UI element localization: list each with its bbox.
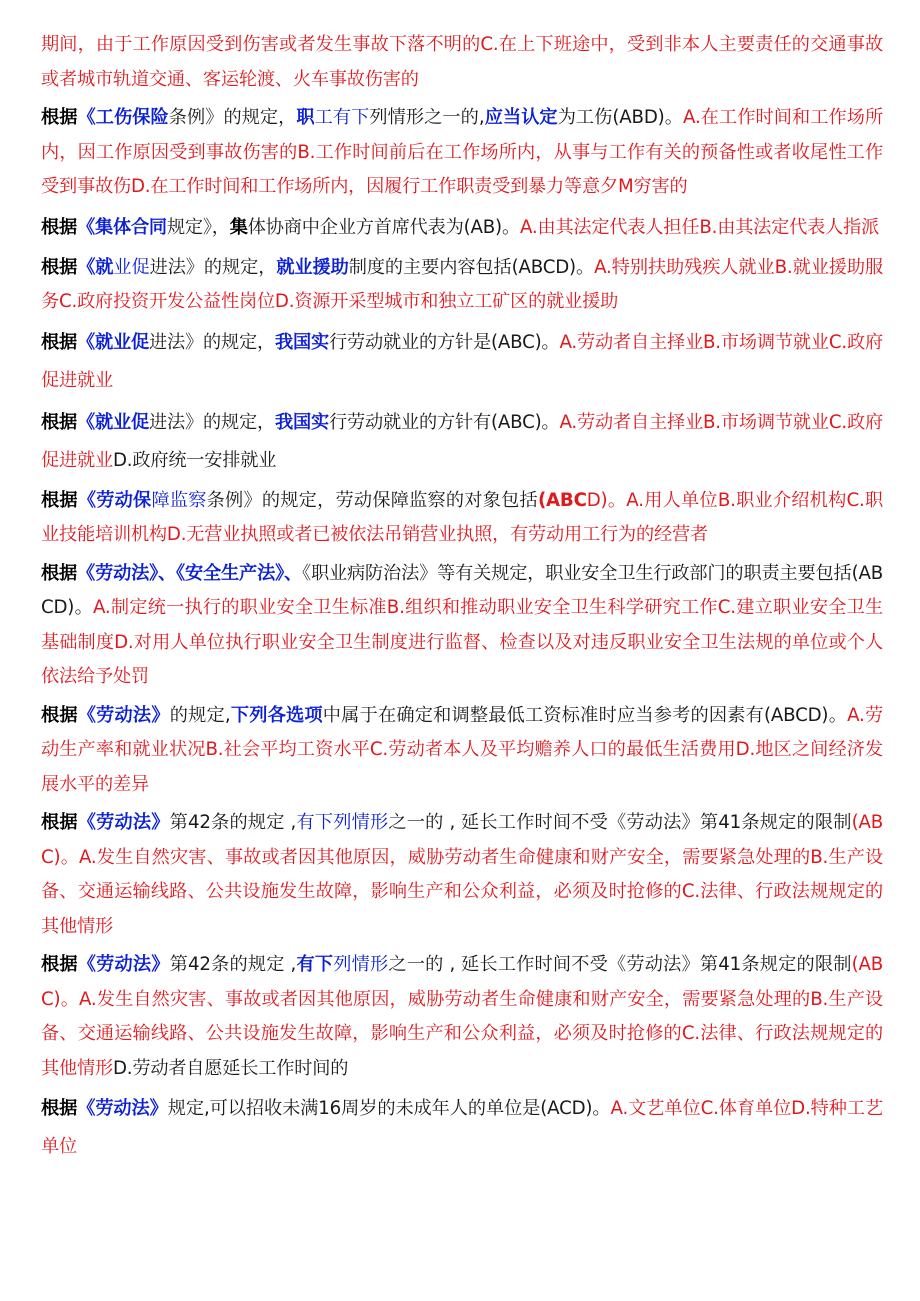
text-run: 障监察 — [151, 489, 207, 511]
text-run: 体协商中企业方首席代表为(AB)。 — [247, 216, 520, 238]
paragraph — [41, 948, 883, 1086]
text-run: 根据 — [41, 256, 78, 278]
text-run: 《就业促 — [77, 331, 149, 353]
document-page — [41, 28, 883, 1166]
paragraph — [41, 484, 883, 553]
text-run: 行劳动就业的方针有(ABC)。 — [329, 411, 560, 433]
text-run: A.劳动生产率和就业状况B.社会平均工资水平C.劳动者本人及平均赡养人口的最低生活费用D.地区之间经济发展水平的差异 — [41, 704, 883, 795]
paragraph — [41, 28, 883, 97]
paragraph — [41, 806, 883, 944]
text-run: A.在工作时间和工作场所内，因工作原因受到事故伤害的B.工作时间前后在工作场所内，从事与工作有关的预备性或者收尾性工作受到事故伤D.在工作时间和工作场所内，因履行工作职责受到暴力等意夕M穷害的 — [41, 107, 883, 197]
text-run: 根据 — [41, 812, 78, 833]
text-run: A.劳动者自主择业B.市场调节就业C.政府促进就业 — [41, 331, 883, 391]
text-run: 规定》， — [166, 216, 230, 238]
text-run: 根据 — [41, 562, 78, 584]
paragraph — [41, 699, 883, 803]
text-run: 根据 — [41, 489, 78, 511]
text-run: 《劳动法》 — [77, 704, 170, 726]
text-run: A.文艺单位C.体育单位D.特种工艺单位 — [41, 1098, 883, 1157]
text-run: 《集体合同 — [76, 216, 167, 238]
text-run: 就业援助 — [276, 256, 349, 278]
text-run: 《劳动法》 — [77, 812, 170, 833]
text-run: 根据 — [41, 411, 77, 433]
text-run: 集 — [229, 216, 248, 238]
paragraph — [41, 557, 883, 695]
text-run: 《劳动法》 — [77, 1098, 168, 1119]
text-run: 根据 — [41, 107, 78, 128]
text-run: A.劳动者自主择业B.市场调节就业C.政府促进就业 — [41, 411, 883, 471]
text-run: 工有下 — [314, 107, 370, 128]
text-run: 根据 — [41, 1098, 78, 1119]
text-run: A.特别扶助残疾人就业B.就业援助服务C.政府投资开发公益性岗位D.资源开采型城市和独立工矿区的就业援助 — [41, 256, 883, 312]
text-run: 《劳动法》、《安全生产法》、 — [77, 562, 303, 584]
text-run: 《就 — [77, 256, 114, 278]
paragraph — [41, 1090, 883, 1166]
text-run: 第42条的规定 , — [169, 812, 297, 833]
text-run: 根据 — [41, 954, 78, 975]
paragraph — [41, 324, 883, 400]
text-run: 我国实 — [275, 331, 329, 353]
paragraph — [41, 209, 883, 247]
paragraph — [41, 101, 883, 205]
text-run: 的规定, — [169, 704, 231, 726]
text-run: 条例》的规定，劳动保障监察的对象包括 — [206, 489, 538, 511]
text-run: 业促 — [113, 256, 150, 278]
text-run: 《劳动保 — [77, 489, 152, 511]
text-run: 《劳动法》 — [77, 954, 170, 975]
text-run: 列情形 — [333, 954, 389, 975]
text-run: (ABC)。A.发生自然灾害、事故或者因其他原因，威胁劳动者生命健康和财产安全，需要紧急处理的B.生产设备、交通运输线路、公共设施发生故障，影响生产和公众利益，必须及时抢修的C.法律、行政法规规定的其他情形 — [41, 954, 883, 1079]
text-run: 进法》的规定， — [149, 331, 275, 353]
text-run: 根据 — [41, 216, 77, 238]
text-run: A.用人单位B.职业介绍机构C.职业技能培训机构D.无营业执照或者已被依法吊销营业执照，有劳动用工行为的经营者 — [41, 489, 883, 545]
text-run: (ABC — [537, 489, 587, 511]
text-run: 期间，由于工作原因受到伤害或者发生事故下落不明的C.在上下班途中，受到非本人主要责任的交通事故或者城市轨道交通、客运轮渡、火车事故伤害的 — [41, 34, 883, 90]
text-run: 职 — [296, 107, 315, 128]
text-run: D.劳动者自愿延长工作时间的 — [112, 1057, 349, 1079]
text-run: D.政府统一安排就业 — [112, 449, 277, 471]
text-run: 规定,可以招收未满16周岁的未成年人的单位是(ACD)。 — [167, 1098, 611, 1119]
text-run: A.由其法定代表人担任B.由其法定代表人指派 — [519, 216, 880, 238]
text-run: (ABC)。A.发生自然灾害、事故或者因其他原因，威胁劳动者生命健康和财产安全，需要紧急处理的B.生产设备、交通运输线路、公共设施发生故障，影响生产和公众利益，必须及时抢修的C.法律、行政法规规定的其他情形 — [41, 812, 883, 937]
text-run: 进法》的规定， — [149, 411, 275, 433]
text-run: 根据 — [41, 704, 78, 726]
text-run: A.制定统一执行的职业安全卫生标准B.组织和推动职业安全卫生科学研究工作C.建立职业安全卫生基础制度D.对用人单位执行职业安全卫生制度进行监督、检查以及对违反职业安全卫生法规的单位或个人依法给予处罚 — [41, 597, 883, 687]
text-run: 《职业病防治法》等有关规定，职业安全卫生行政部门的职责主要包括(ABCD)。 — [41, 562, 883, 618]
text-run: 列情形之一的, — [369, 107, 485, 128]
text-run: D)。 — [586, 489, 627, 511]
text-run: 进法》的规定， — [149, 256, 277, 278]
text-run: 为工伤(ABD)。 — [557, 107, 684, 128]
text-run: 下列各选项 — [230, 704, 323, 726]
text-run: 之一的 , 延长工作时间不受《劳动法》第41条规定的限制 — [388, 954, 852, 975]
text-run: 条例》的规定， — [168, 107, 297, 128]
text-run: 中属于在确定和调整最低工资标准时应当参考的因素有(ABCD)。 — [322, 704, 848, 726]
text-run: 之一的 , 延长工作时间不受《劳动法》第41条规定的限制 — [388, 812, 852, 833]
text-run: 我国实 — [275, 411, 329, 433]
paragraph — [41, 251, 883, 320]
text-run: 根据 — [41, 331, 77, 353]
text-run: 《工伤保险 — [77, 107, 169, 128]
text-run: 有下列情形 — [296, 812, 389, 833]
paragraph — [41, 404, 883, 480]
text-run: 应当认定 — [484, 107, 558, 128]
text-run: 第42条的规定 , — [169, 954, 297, 975]
text-run: 《就业促 — [77, 411, 149, 433]
text-run: 制度的主要内容包括(ABCD)。 — [348, 256, 595, 278]
text-run: 有下 — [296, 954, 334, 975]
text-run: 行劳动就业的方针是(ABC)。 — [329, 331, 560, 353]
